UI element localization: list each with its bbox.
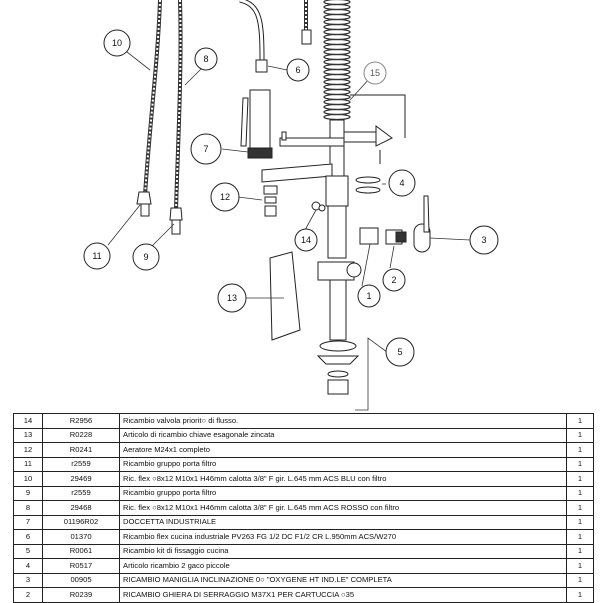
part-code: R0228 [43,428,120,443]
part-desc: Ricambio gruppo porta filtro [120,486,567,501]
svg-text:15: 15 [369,68,381,78]
part-num: 3 [14,573,43,588]
gaskets-4-drawing [356,177,380,193]
part-code: r2559 [43,457,120,472]
part-qty: 1 [567,486,594,501]
table-row [14,472,594,487]
part-qty: 1 [567,544,594,559]
callout-9 [133,244,159,270]
part-desc: Ric. flex ○8x12 M10x1 H46mm calotta 3/8" F gir. L.645 mm ACS ROSSO con filtro [120,501,567,516]
table-row [14,544,594,559]
svg-text:11: 11 [92,251,102,261]
svg-text:8: 8 [203,54,209,64]
table-row [14,559,594,574]
table-row [14,515,594,530]
part-desc: DOCCETTA INDUSTRIALE [120,515,567,530]
part-code: R0239 [43,588,120,603]
svg-text:10: 10 [111,38,123,48]
table-row [14,486,594,501]
part-code: R2956 [43,414,120,429]
part-desc: Ricambio flex cucina industriale PV263 FG 1/2 DC F1/2 CR L.950mm ACS/W270 [120,530,567,545]
svg-text:4: 4 [399,178,405,188]
part-qty: 1 [567,443,594,458]
part-num: 5 [14,544,43,559]
part-num: 14 [14,414,43,429]
part-num: 9 [14,486,43,501]
callout-6 [287,59,309,81]
table-row [14,457,594,472]
part-code: 01370 [43,530,120,545]
callout-5 [386,338,414,366]
callout-14 [295,229,317,251]
handshower-7-drawing [241,90,272,158]
part-desc: Ricambio kit di fissaggio cucina [120,544,567,559]
callout-13 [218,284,246,312]
part-qty: 1 [567,573,594,588]
svg-text:7: 7 [203,144,209,154]
table-row [14,501,594,516]
spring-column-15-drawing [280,0,405,180]
part-num: 12 [14,443,43,458]
part-desc: Aeratore M24x1 completo [120,443,567,458]
svg-text:3: 3 [481,235,487,245]
table-row [14,414,594,429]
table-row [14,443,594,458]
part-num: 10 [14,472,43,487]
part-num: 7 [14,515,43,530]
svg-text:6: 6 [295,65,301,75]
cartridge-handle-drawing [360,196,430,252]
part-num: 6 [14,530,43,545]
flex-hose-8-drawing [170,0,182,234]
valve-14-drawing [312,202,325,211]
part-desc: Ricambio gruppo porta filtro [120,457,567,472]
callout-12 [211,183,239,211]
part-qty: 1 [567,428,594,443]
part-code: 00905 [43,573,120,588]
part-code: R0241 [43,443,120,458]
table-row [14,530,594,545]
part-desc: Articolo ricambio 2 gaco piccole [120,559,567,574]
svg-text:2: 2 [391,275,397,285]
part-qty: 1 [567,501,594,516]
small-hose-drawing [302,0,311,44]
part-code: 01196R02 [43,515,120,530]
callout-7 [191,134,221,164]
part-num: 2 [14,588,43,603]
svg-text:13: 13 [226,293,238,303]
part-num: 13 [14,428,43,443]
fixing-kit-5-drawing [318,341,358,394]
hex-key-13-drawing [270,252,300,340]
svg-text:9: 9 [143,252,149,262]
part-desc: Ricambio valvola priorit○ di flusso. [120,414,567,429]
part-qty: 1 [567,457,594,472]
part-desc: RICAMBIO GHIERA DI SERRAGGIO M37X1 PER CARTUCCIA ○35 [120,588,567,603]
callout-15 [364,62,386,84]
aerator-12-drawing [264,186,277,216]
part-code: 29469 [43,472,120,487]
part-desc: Articolo di ricambio chiave esagonale zincata [120,428,567,443]
svg-text:14: 14 [300,235,312,245]
part-qty: 1 [567,559,594,574]
part-num: 8 [14,501,43,516]
part-desc: RICAMBIO MANIGLIA INCLINAZIONE 0○ "OXYGENE HT IND.LE" COMPLETA [120,573,567,588]
part-qty: 1 [567,414,594,429]
callout-8 [195,48,217,70]
parts-table [13,413,594,603]
part-code: r2559 [43,486,120,501]
callout-4 [389,170,415,196]
part-qty: 1 [567,515,594,530]
part-num: 4 [14,559,43,574]
callout-2 [383,269,405,291]
part-code: R0061 [43,544,120,559]
part-qty: 1 [567,588,594,603]
callout-1 [358,285,380,307]
part-num: 11 [14,457,43,472]
part-qty: 1 [567,530,594,545]
part-code: 29468 [43,501,120,516]
part-desc: Ric. flex ○8x12 M10x1 H46mm calotta 3/8" F gir. L.645 mm ACS BLU con filtro [120,472,567,487]
table-row [14,573,594,588]
callout-3 [470,226,498,254]
svg-text:1: 1 [366,291,372,301]
part-qty: 1 [567,472,594,487]
svg-text:12: 12 [219,192,231,202]
part-code: R0517 [43,559,120,574]
flex-hose-10-drawing [137,0,160,216]
flex-hose-6-drawing [240,0,267,72]
table-row [14,428,594,443]
callout-10 [104,30,130,56]
svg-text:5: 5 [397,347,403,357]
callout-11 [84,243,110,269]
